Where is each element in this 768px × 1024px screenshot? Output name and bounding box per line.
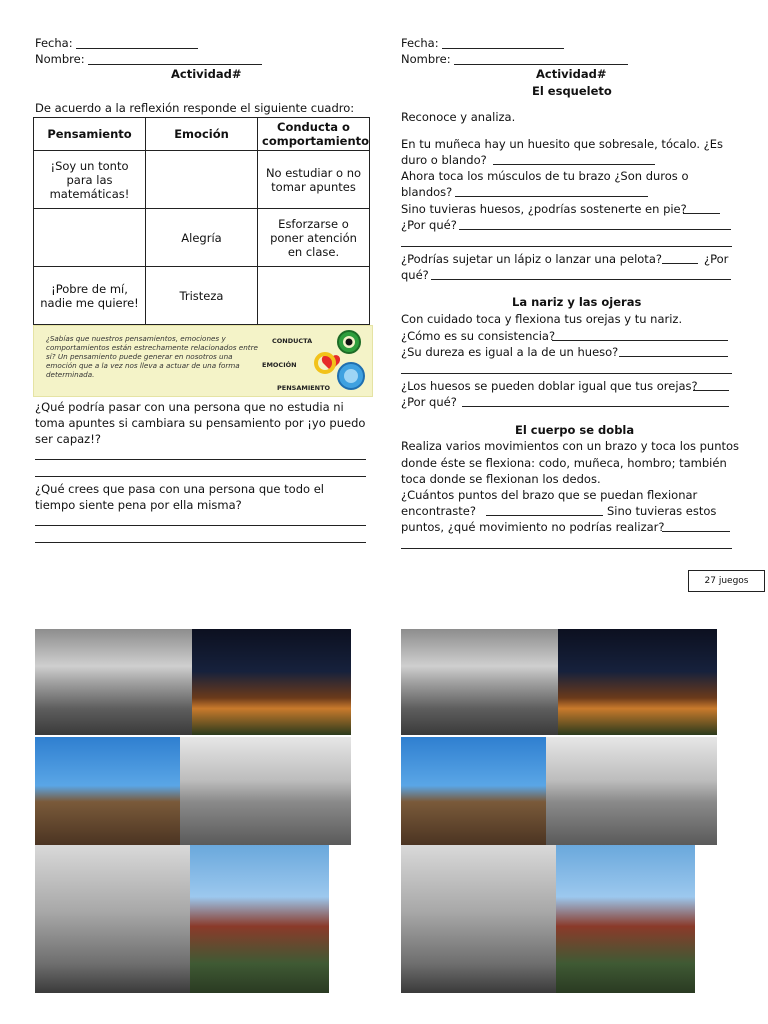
fort-cannon-photo-icon (401, 737, 546, 845)
table-header: Emoción (146, 118, 258, 151)
question-line: qué? (401, 268, 429, 282)
answer-line (35, 476, 366, 477)
answer-line (552, 340, 728, 341)
table-cell: No estudiar o no tomar apuntes (258, 151, 370, 209)
question-line: duro o blando? (401, 153, 487, 167)
table-header: Pensamiento (34, 118, 146, 151)
colonial-building-photo-icon (190, 845, 329, 993)
answer-line (35, 525, 366, 526)
answer-line (35, 459, 366, 460)
wall-photo-icon (180, 737, 351, 845)
answer-line (662, 263, 698, 264)
nombre-label: Nombre: (35, 52, 85, 66)
fort-cannon-photo-icon (35, 737, 180, 845)
section-title-nariz: La nariz y las ojeras (512, 295, 642, 309)
answer-line (486, 515, 603, 516)
question-line: ¿Cómo es su consistencia? (401, 329, 556, 343)
answer-line (459, 229, 731, 230)
question1-line1: ¿Qué podría pasar con una persona que no estudia ni (35, 400, 344, 414)
question-line: ¿Su dureza es igual a la de un hueso? (401, 345, 619, 359)
info-text: ¿Sabías que nuestros pensamientos, emociones y comportamientos están estrechamente relacionados entre sí? Un pensamiento puede generar en nosotros una emoción que a la vez nos lleva a actuar de una forma determinada. (46, 334, 258, 379)
table-header-row (34, 118, 370, 151)
answer-line (401, 373, 732, 374)
question-line: ¿Cuántos puntos del brazo que se puedan flexionar (401, 488, 698, 502)
question2-line1: ¿Qué crees que pasa con una persona que todo el (35, 482, 324, 496)
table-cell: Esforzarse o poner atención en clase. (258, 209, 370, 267)
night-cathedral-photo-icon (558, 629, 717, 735)
question-line: Ahora toca los músculos de tu brazo ¿Son duros o (401, 169, 689, 183)
table-cell (258, 267, 370, 325)
question-line: ¿Podrías sujetar un lápiz o lanzar una pelota? (401, 252, 662, 266)
table-cell (146, 151, 258, 209)
nombre-line (88, 64, 262, 65)
actividad-title: Actividad# (536, 67, 607, 81)
question-line: ¿Por qué? (401, 218, 457, 232)
church-photo-icon (401, 845, 556, 993)
night-cathedral-photo-icon (192, 629, 351, 735)
question-line: Realiza varios movimientos con un brazo y toca los puntos (401, 439, 740, 453)
answer-line (455, 196, 648, 197)
answer-line (35, 542, 366, 543)
table-header: Conducta o comportamiento (258, 118, 370, 151)
question-line: Sino tuvieras estos (607, 504, 717, 518)
question-line: ¿Por (704, 252, 729, 266)
table-cell (34, 209, 146, 267)
fecha-line (76, 48, 198, 49)
answer-line (401, 548, 732, 549)
question-line: ¿Los huesos se pueden doblar igual que tus orejas? (401, 379, 698, 393)
table-row (34, 267, 370, 325)
question1-line2: toma apuntes si cambiara su pensamiento por ¡yo puedo (35, 416, 366, 430)
label-emocion: EMOCIÓN (262, 361, 297, 369)
table-cell: Tristeza (146, 267, 258, 325)
question-line: donde éste se flexiona: codo, muñeca, hombro; también (401, 456, 727, 470)
answer-line (693, 390, 729, 391)
question-line: En tu muñeca hay un huesito que sobresale, tócalo. ¿Es (401, 137, 724, 151)
table-cell: Alegría (146, 209, 258, 267)
table-cell: ¡Soy un tonto para las matemáticas! (34, 151, 146, 209)
section-title-esqueleto: El esqueleto (532, 84, 612, 98)
question-line: puntos, ¿qué movimiento no podrías realizar? (401, 520, 665, 534)
juegos-box: 27 juegos (688, 570, 765, 592)
answer-line (493, 164, 655, 165)
fecha-line (442, 48, 564, 49)
gears-icon (304, 328, 370, 394)
sea-photo-icon (401, 629, 558, 735)
table-intro: De acuerdo a la reflexión responde el siguiente cuadro: (35, 101, 355, 115)
answer-line (431, 279, 731, 280)
colonial-building-photo-icon (556, 845, 695, 993)
answer-line (683, 213, 720, 214)
label-conducta: CONDUCTA (272, 337, 313, 345)
section-title-cuerpo: El cuerpo se dobla (515, 423, 635, 437)
wall-photo-icon (546, 737, 717, 845)
info-box (33, 325, 373, 397)
question-line: blandos? (401, 185, 453, 199)
fecha-label: Fecha: (35, 36, 73, 50)
answer-line (619, 356, 728, 357)
table-row (34, 151, 370, 209)
label-pensamiento: PENSAMIENTO (277, 384, 331, 392)
question-line: ¿Por qué? (401, 395, 457, 409)
question-line: Con cuidado toca y flexiona tus orejas y tu nariz. (401, 312, 683, 326)
answer-line (662, 531, 730, 532)
answer-line (462, 406, 729, 407)
table-row (34, 209, 370, 267)
nombre-line (454, 64, 628, 65)
question2-line2: tiempo siente pena por ella misma? (35, 498, 242, 512)
question-line: toca donde se flexionan los dedos. (401, 472, 601, 486)
question-line: Sino tuvieras huesos, ¿podrías sostenerte en pie? (401, 202, 687, 216)
question1-line3: ser capaz!? (35, 432, 101, 446)
fecha-label: Fecha: (401, 36, 439, 50)
emotion-table (33, 117, 370, 325)
nombre-label: Nombre: (401, 52, 451, 66)
table-cell: ¡Pobre de mí, nadie me quiere! (34, 267, 146, 325)
answer-line (401, 246, 732, 247)
sea-photo-icon (35, 629, 192, 735)
question-line: encontraste? (401, 504, 476, 518)
intro-text: Reconoce y analiza. (401, 110, 516, 124)
actividad-title: Actividad# (171, 67, 242, 81)
church-photo-icon (35, 845, 190, 993)
